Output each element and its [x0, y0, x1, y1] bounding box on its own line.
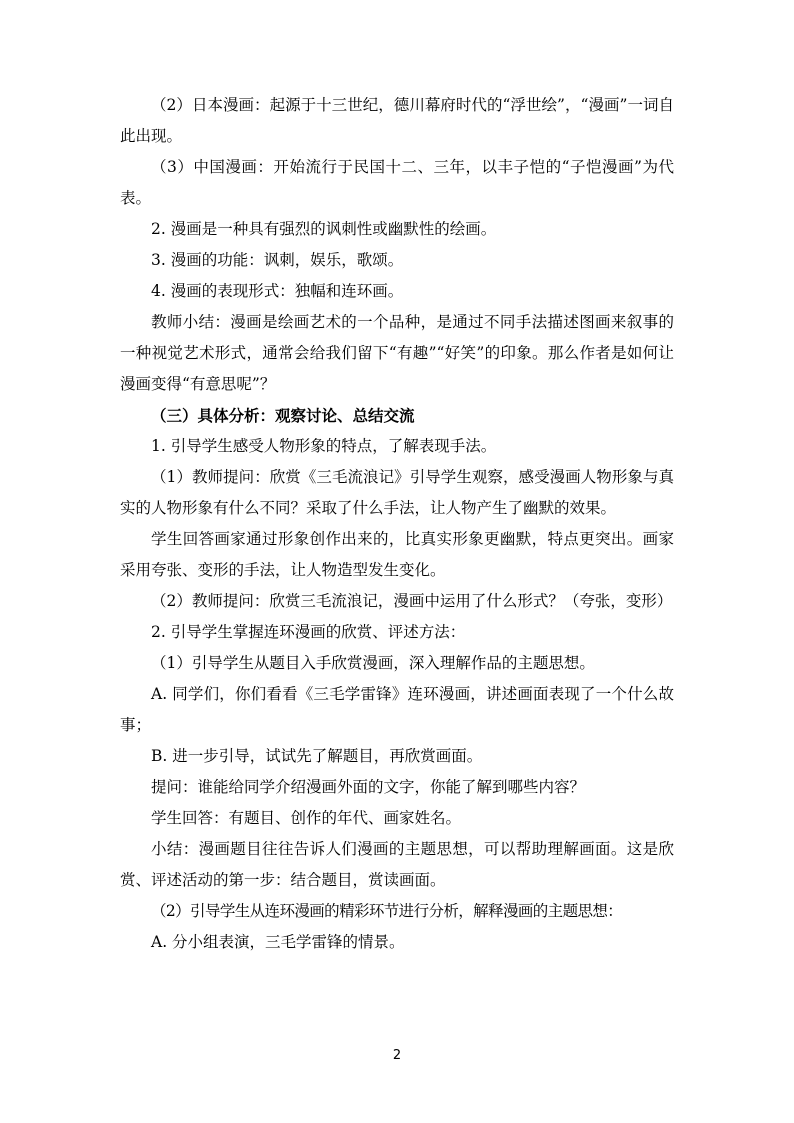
paragraph-teacher-summary: 教师小结：漫画是绘画艺术的一个品种，是通过不同手法描述图画来叙事的一种视觉艺术形式，通常会给我们留下“有趣”“好笑”的印象。那么作者是如何让漫画变得“有意思呢”？: [120, 313, 674, 393]
paragraph-item-a-group: A. 分小组表演，三毛学雷锋的情景。: [151, 933, 405, 951]
paragraph-point-4: 4. 漫画的表现形式：独幅和连环画。: [151, 282, 404, 300]
page-number: 2: [392, 1048, 402, 1063]
paragraph-point-2: 2. 漫画是一种具有强烈的讽刺性或幽默性的绘画。: [151, 220, 497, 238]
paragraph-question: 提问：谁能给同学介绍漫画外面的文字，你能了解到哪些内容？: [151, 778, 586, 796]
paragraph-item-a: A. 同学们，你们看看《三毛学雷锋》连环漫画，讲述画面表现了一个什么故事；: [120, 685, 674, 734]
paragraph-guide-highlights: （2）引导学生从连环漫画的精彩环节进行分析，解释漫画的主题思想：: [151, 902, 623, 920]
paragraph-point-3: 3. 漫画的功能：讽刺，娱乐，歌颂。: [151, 251, 404, 269]
paragraph-step-2: 2. 引导学生掌握连环漫画的欣赏、评述方法：: [151, 623, 466, 641]
paragraph-summary: 小结：漫画题目往往告诉人们漫画的主题思想，可以帮助理解画面。这是欣赏、评述活动的第一步：结合题目，赏读画面。: [120, 840, 674, 889]
document-body: [120, 90, 674, 958]
paragraph-guide-title: （1）引导学生从题目入手欣赏漫画，深入理解作品的主题思想。: [151, 654, 595, 672]
paragraph-teacher-question-1: （1）教师提问：欣赏《三毛流浪记》引导学生观察，感受漫画人物形象与真实的人物形象有什么不同？采取了什么手法，让人物产生了幽默的效果。: [120, 468, 674, 517]
paragraph-item-b: B. 进一步引导，试试先了解题目，再欣赏画面。: [151, 747, 483, 765]
paragraph-teacher-question-2: （2）教师提问：欣赏三毛流浪记，漫画中运用了什么形式？（夸张，变形）: [151, 592, 673, 610]
section-heading: （三）具体分析：观察讨论、总结交流: [151, 406, 415, 425]
paragraph-answer: 学生回答：有题目、创作的年代、画家姓名。: [151, 809, 462, 827]
paragraph-china-manga: （3）中国漫画：开始流行于民国十二、三年，以丰子恺的“子恺漫画”为代表。: [120, 158, 674, 207]
paragraph-step-1: 1. 引导学生感受人物形象的特点，了解表现手法。: [151, 437, 497, 455]
paragraph-student-answer: 学生回答画家通过形象创作出来的，比真实形象更幽默，特点更突出。画家采用夸张、变形的手法，让人物造型发生变化。: [120, 530, 674, 579]
paragraph-japan-manga: （2）日本漫画：起源于十三世纪，德川幕府时代的“浮世绘”，“漫画”一词自此出现。: [120, 96, 674, 145]
